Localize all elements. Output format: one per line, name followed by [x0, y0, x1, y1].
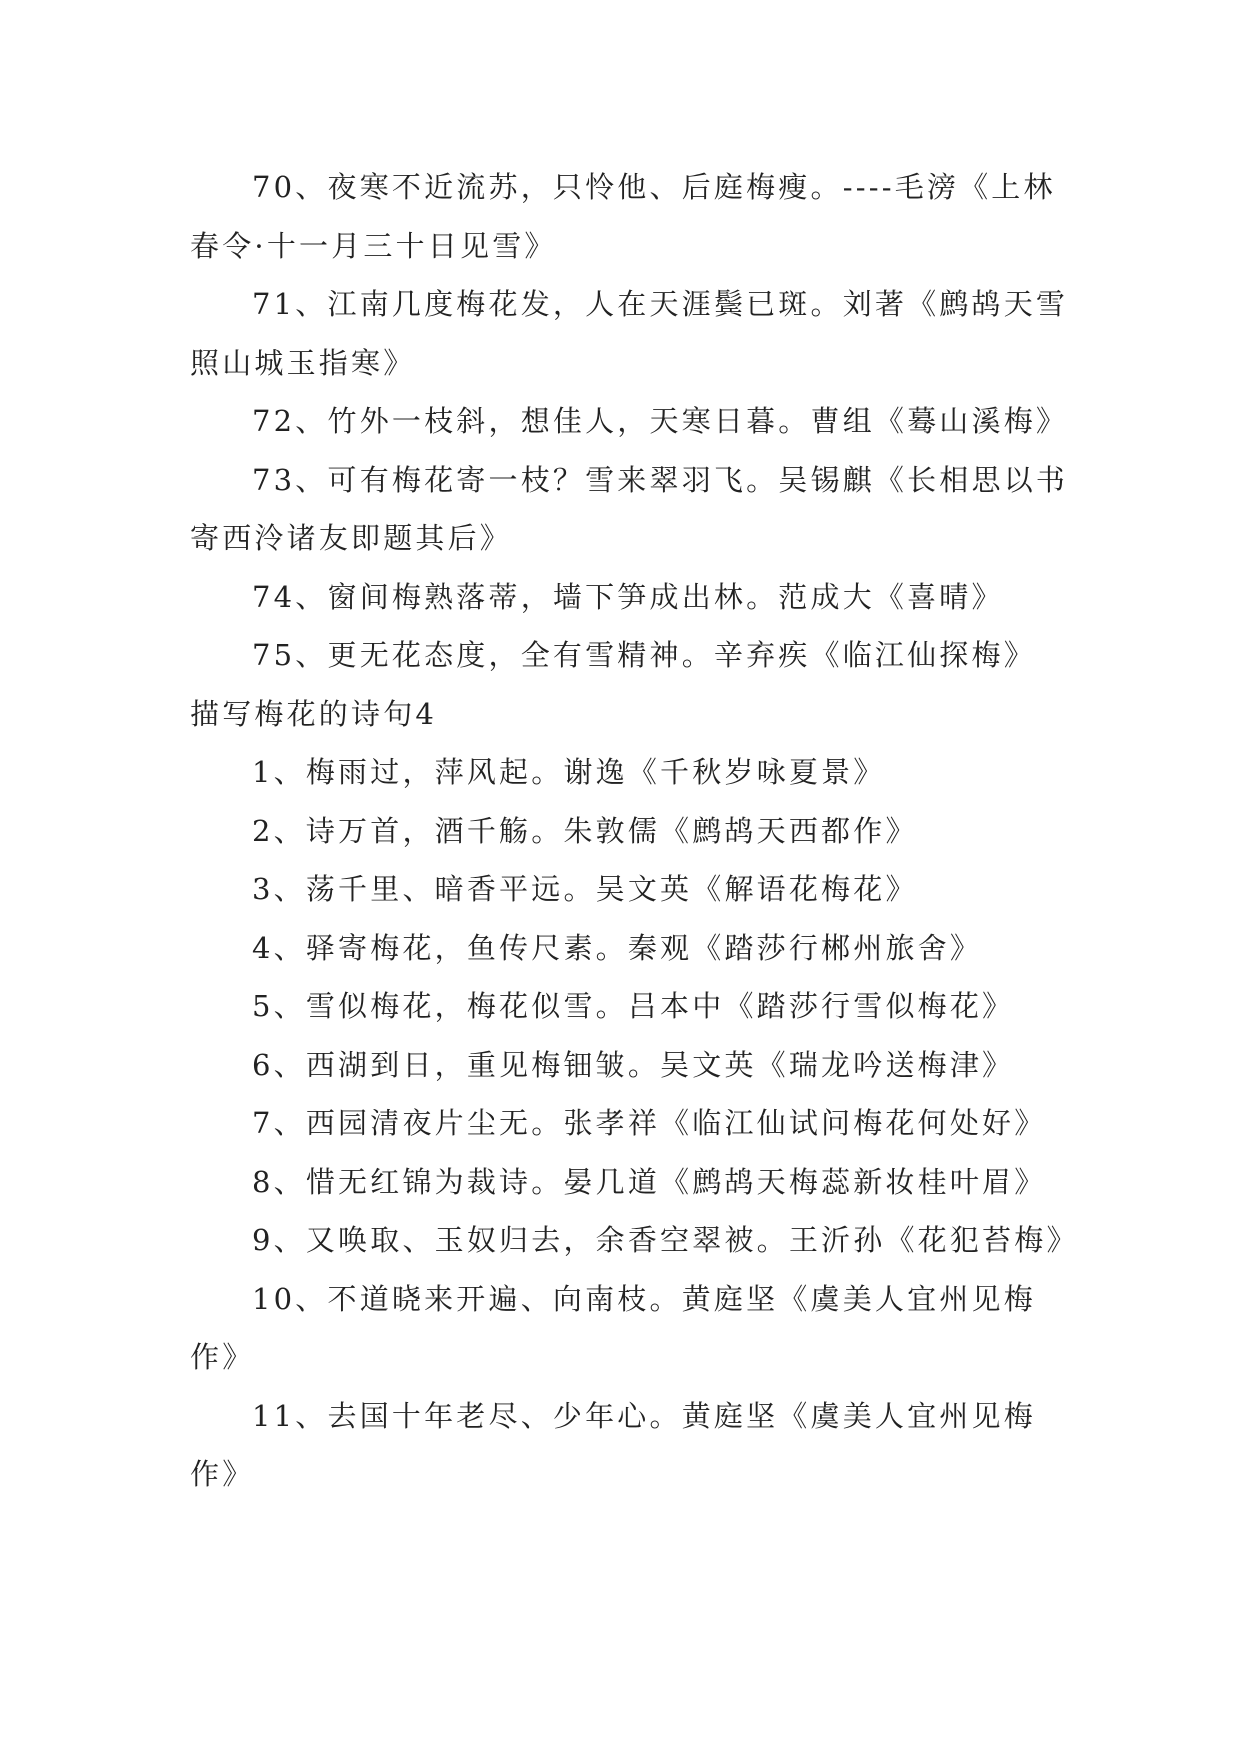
poem-line-74: 74、窗间梅熟落蒂，墙下笋成出林。范成大《喜晴》	[252, 579, 1004, 614]
poem-line-6: 6、西湖到日，重见梅钿皱。吴文英《瑞龙吟送梅津》	[252, 1047, 1015, 1082]
poem-line-11: 11、去国十年老尽、少年心。黄庭坚《虞美人宜州见梅作》	[190, 1398, 1036, 1491]
poem-line-4: 4、驿寄梅花，鱼传尺素。秦观《踏莎行郴州旅舍》	[252, 930, 983, 965]
document-body	[190, 158, 1079, 1504]
poem-line-3: 3、荡千里、暗香平远。吴文英《解语花梅花》	[252, 872, 918, 906]
poem-line-5: 5、雪似梅花，梅花似雪。吕本中《踏莎行雪似梅花》	[252, 989, 1015, 1023]
poem-line-75: 75、更无花态度，全有雪精神。辛弃疾《临江仙探梅》	[252, 638, 1036, 672]
poem-line-71: 71、江南几度梅花发，人在天涯鬓已斑。刘著《鹧鸪天雪照山城玉指寒》	[190, 287, 1069, 380]
poem-line-70: 70、夜寒不近流苏，只怜他、后庭梅瘦。----毛滂《上林春令·十一月三十日见雪》	[190, 170, 1056, 263]
poem-line-10: 10、不道晓来开遍、向南枝。黄庭坚《虞美人宜州见梅作》	[190, 1281, 1036, 1374]
poem-line-9: 9、又唤取、玉奴归去，余香空翠被。王沂孙《花犯苔梅》	[252, 1223, 1079, 1257]
poem-line-73: 73、可有梅花寄一枝？雪来翠羽飞。吴锡麒《长相思以书寄西泠诸友即题其后》	[190, 462, 1069, 555]
poem-line-7: 7、西园清夜片尘无。张孝祥《临江仙试问梅花何处好》	[252, 1106, 1047, 1140]
poem-line-2: 2、诗万首，酒千觞。朱敦儒《鹧鸪天西都作》	[252, 813, 918, 848]
poem-line-72: 72、竹外一枝斜，想佳人，天寒日暮。曹组《蓦山溪梅》	[252, 404, 1069, 438]
poem-line-1: 1、梅雨过，萍风起。谢逸《千秋岁咏夏景》	[252, 755, 886, 789]
section-heading: 描写梅花的诗句4	[190, 696, 438, 731]
poem-line-8: 8、惜无红锦为裁诗。晏几道《鹧鸪天梅蕊新妆桂叶眉》	[252, 1164, 1047, 1199]
